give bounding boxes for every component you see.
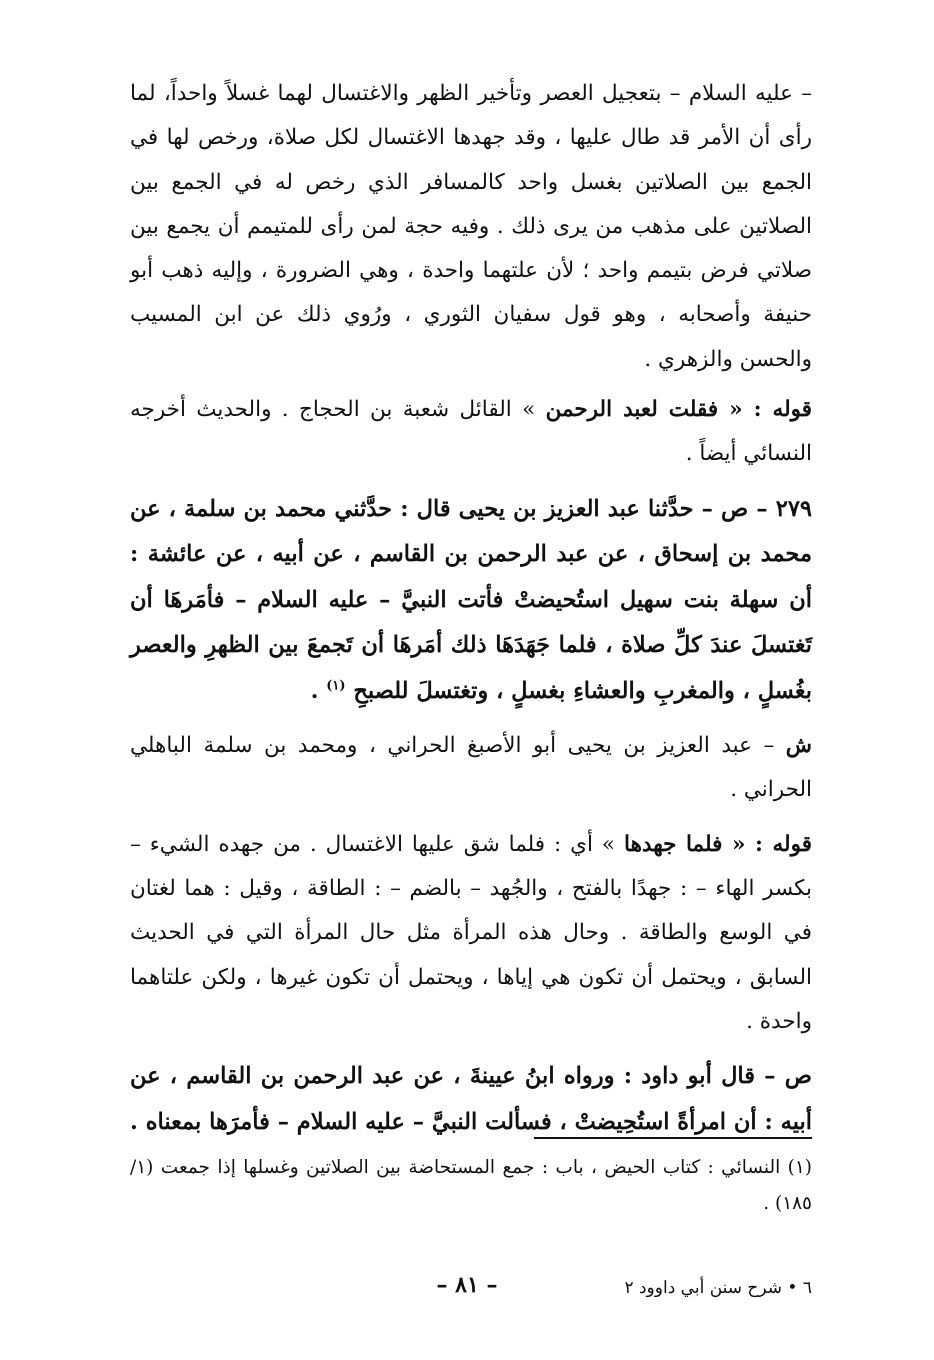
paragraph-explanation [130, 823, 812, 1044]
text-run: » أي : فلما شق عليها الاغتسال . من جهده الشيء – بكسر الهاء – : جهدًا بالفتح ، والجُهد – بالضم – : الطاقة ، وقيل : هما لغتان في الوسع والطاقة . وحال هذه المرأة مثل حال المرأة التي في الحديث السابق ، ويحتمل أن تكون هي إياها ، ويحتمل أن تكون غيرها ، ولكن علتاهما واحدة . [130, 831, 812, 1034]
text-run: فقلت لعبد الرحمن [545, 397, 719, 423]
text-run: ص – قال أبو داود : ورواه ابنُ عيينةَ ، عن عبد الرحمن بن القاسم ، عن أبيه : أن امرأةً استُحِيضتْ ، فسألت النبيَّ – عليه السلام – فأمرَها بمعناه . [130, 1063, 812, 1135]
text-run: » القائل شعبة بن الحجاج . والحديث أخرجه النسائي أيضاً . [130, 397, 812, 467]
text-run: ش [785, 733, 812, 759]
text-run: – عبد العزيز بن يحيى أبو الأصبغ الحراني ، ومحمد بن سلمة الباهلي الحراني . [130, 733, 812, 803]
hadith-279 [130, 487, 812, 715]
text-run: . [310, 677, 327, 704]
text-run: – عليه السلام – بتعجيل العصر وتأخير الظهر والاغتسال لهما غسلاً واحداً، لما رأى أن الأمر قد طال عليها ، وقد جهدها الاغتسال لكل صلاة، ورخص لها في الجمع بين الصلاتين بغسل واحد كالمسافر الذي رخص له في الجمع بين الصلاتين على مذهب من يرى ذلك . وفيه حجة لمن رأى للمتيمم أن يجمع بين صلاتي فرض بتيمم واحد ؛ لأن علتهما واحدة ، وهي الضرورة ، وإليه ذهب أبو حنيفة وأصحابه ، وهو قول سفيان الثوري ، ورُوي ذلك عن ابن المسيب والحسن والزهري . [130, 81, 812, 372]
footer-book-title: ٦ • شرح سنن أبي داوود ٢ [624, 1278, 812, 1298]
text-run: فلما جهدها [624, 831, 723, 857]
hadith-abu-dawud-note [130, 1054, 812, 1145]
text-run: قوله : « [718, 397, 812, 423]
paragraph-2 [130, 388, 812, 477]
main-text [130, 72, 812, 1155]
footnote-divider [534, 1137, 812, 1139]
text-run: ٢٧٩ – ص – حدَّثنا عبد العزيز بن يحيى قال : حدَّثني محمد بن سلمة ، عن محمد بن إسحاق ، عن عبد الرحمن بن القاسم ، عن أبيه ، عن عائشة : أن سهلة بنت سهيل استُحيضتْ فأتت النبيَّ – عليه السلام – فأمَرهَا أن تَغتسلَ عندَ كلِّ صلاة ، فلما جَهَدَهَا ذلك أمَرهَا أن تَجمعَ بين الظهرِ والعصر بغُسلٍ ، والمغربِ والعشاءِ بغسلٍ ، وتغتسلَ للصبحِ [130, 495, 813, 704]
paragraph-1 [130, 72, 812, 382]
page-number: – ٨١ – [436, 1272, 498, 1298]
paragraph-narrators [130, 724, 812, 813]
footnote: (١) النسائي : كتاب الحيض ، باب : جمع المستحاضة بين الصلاتين وغسلها إذا جمعت (١/ ١٨٥) . [130, 1157, 812, 1214]
footnote-ref: (١) [326, 678, 346, 694]
text-run: قوله : « [722, 831, 812, 857]
